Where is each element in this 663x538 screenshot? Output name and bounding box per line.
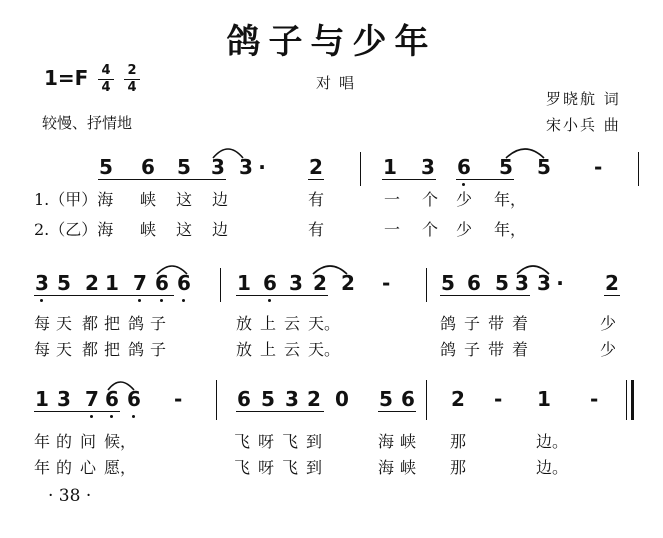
lyric-syllable: 那 — [450, 458, 467, 477]
low-octave-dot — [110, 415, 113, 418]
sustain-dash: - — [590, 387, 599, 411]
note: 6 — [457, 155, 471, 179]
lyric-syllable: 云 — [284, 314, 301, 333]
note: 6 — [105, 387, 119, 411]
note: 6 — [177, 271, 191, 295]
eighth-beam — [440, 295, 530, 296]
note: 6 — [237, 387, 251, 411]
lyric-syllable: 飞 — [282, 432, 299, 451]
lyric-syllable: 呀 — [258, 432, 275, 451]
lyric-syllable: 一 — [384, 190, 401, 209]
note: 2 — [313, 271, 327, 295]
lyric-syllable: 峡 — [140, 190, 157, 209]
note: 2 — [85, 271, 99, 295]
lyric-syllable: 子 — [464, 314, 481, 333]
lyric-syllable: 子 — [464, 340, 481, 359]
lyric-syllable: 候， — [104, 432, 137, 451]
lyric-syllable: 飞 — [282, 458, 299, 477]
lyric-syllable: 把 — [104, 314, 121, 333]
lyric-syllable: 个 — [422, 190, 439, 209]
note: 6 — [155, 271, 169, 295]
lyric-syllable: 飞 — [234, 432, 251, 451]
lyric-syllable: 天 — [56, 340, 73, 359]
lyric-syllable: 这 — [176, 190, 193, 209]
lyric-syllable: 海 — [378, 432, 395, 451]
lyric-syllable: 峡 — [400, 432, 417, 451]
bar-line — [220, 268, 221, 302]
eighth-beam — [378, 411, 416, 412]
lyric-syllable: 着 — [512, 314, 529, 333]
note: 2 — [309, 155, 323, 179]
note: 6 — [127, 387, 141, 411]
low-octave-dot — [182, 299, 185, 302]
sustain-dash: - — [594, 155, 603, 179]
lyric-syllable: 少 — [600, 314, 617, 333]
lyric-syllable: 把 — [104, 340, 121, 359]
bar-line — [216, 380, 217, 420]
lyric-syllable: 鸽 — [128, 314, 145, 333]
lyric-syllable: 峡 — [400, 458, 417, 477]
eighth-beam — [98, 179, 226, 180]
lyric-syllable: 天。 — [308, 340, 341, 359]
lyric-syllable: 着 — [512, 340, 529, 359]
sustain-dash: - — [494, 387, 503, 411]
final-bar-thin — [626, 380, 627, 420]
lyric-syllable: 愿， — [104, 458, 137, 477]
note: 1 — [35, 387, 49, 411]
lyric-syllable: 有 — [308, 190, 325, 209]
note: 5 — [537, 155, 551, 179]
performance-style: 对唱 — [316, 74, 363, 92]
note: 6 — [141, 155, 155, 179]
lyric-syllable: 每 — [34, 314, 51, 333]
lyric-syllable: 子 — [150, 340, 167, 359]
lyric-syllable: 有 — [308, 220, 325, 239]
eighth-beam — [456, 179, 514, 180]
lyricist-credit: 罗晓航 词 — [546, 90, 621, 108]
lyric-syllable: 边。 — [536, 458, 569, 477]
eighth-beam — [382, 179, 436, 180]
eighth-beam — [308, 179, 324, 180]
lyric-syllable: 都 — [82, 340, 99, 359]
lyric-syllable: 天 — [56, 314, 73, 333]
time-signature-4-4: 4 4 — [98, 64, 114, 95]
note: 7 — [85, 387, 99, 411]
lyric-syllable: 上 — [260, 340, 277, 359]
lyric-syllable: 一 — [384, 220, 401, 239]
lyric-syllable: 心 — [80, 458, 97, 477]
note: 1 — [537, 387, 551, 411]
note: 5 — [261, 387, 275, 411]
lyric-syllable: 上 — [260, 314, 277, 333]
key-signature: 1=F — [44, 66, 89, 90]
lyric-syllable: 年 — [34, 458, 51, 477]
note: 3 — [57, 387, 71, 411]
lyric-syllable: 边 — [212, 190, 229, 209]
lyric-syllable: 2.（乙）海 — [34, 220, 114, 239]
low-octave-dot — [160, 299, 163, 302]
note: 5 — [379, 387, 393, 411]
note: 3 — [515, 271, 529, 295]
lyric-syllable: 带 — [488, 340, 505, 359]
bar-line — [426, 380, 427, 420]
lyric-syllable: 呀 — [258, 458, 275, 477]
lyric-syllable: 年 — [34, 432, 51, 451]
lyric-syllable: 每 — [34, 340, 51, 359]
bar-line — [638, 152, 639, 186]
lyric-syllable: 年， — [494, 220, 527, 239]
lyric-syllable: 峡 — [140, 220, 157, 239]
note: 2 — [341, 271, 355, 295]
lyric-syllable: 到 — [306, 458, 323, 477]
final-bar-thick — [631, 380, 634, 420]
lyric-syllable: 的 — [56, 432, 73, 451]
lyric-syllable: 飞 — [234, 458, 251, 477]
note: 3 — [285, 387, 299, 411]
lyric-syllable: 问 — [80, 432, 97, 451]
note: 3 — [289, 271, 303, 295]
note: 3 — [239, 155, 253, 179]
note: 5 — [57, 271, 71, 295]
note: 3 — [421, 155, 435, 179]
page-number: · 38 · — [48, 486, 92, 506]
lyric-syllable: 都 — [82, 314, 99, 333]
augmentation-dot: · — [556, 271, 564, 295]
note: 5 — [99, 155, 113, 179]
lyric-syllable: 少 — [600, 340, 617, 359]
augmentation-dot: · — [258, 155, 266, 179]
low-octave-dot — [90, 415, 93, 418]
tempo-marking: 较慢、抒情地 — [42, 114, 133, 132]
low-octave-dot — [138, 299, 141, 302]
note: 0 — [335, 387, 349, 411]
lyric-syllable: 个 — [422, 220, 439, 239]
eighth-beam — [34, 295, 174, 296]
note: 5 — [495, 271, 509, 295]
time-signature-2-4: 2 4 — [124, 64, 140, 95]
lyric-syllable: 海 — [378, 458, 395, 477]
lyric-syllable: 的 — [56, 458, 73, 477]
note: 2 — [451, 387, 465, 411]
bar-line — [426, 268, 427, 302]
note: 3 — [35, 271, 49, 295]
sustain-dash: - — [174, 387, 183, 411]
note: 2 — [605, 271, 619, 295]
note: 3 — [211, 155, 225, 179]
lyric-syllable: 鸽 — [128, 340, 145, 359]
lyric-syllable: 1.（甲）海 — [34, 190, 114, 209]
note: 1 — [383, 155, 397, 179]
lyric-syllable: 边。 — [536, 432, 569, 451]
lyric-syllable: 年， — [494, 190, 527, 209]
eighth-beam — [604, 295, 620, 296]
lyric-syllable: 那 — [450, 432, 467, 451]
composer-credit: 宋小兵 曲 — [546, 116, 621, 134]
note: 1 — [237, 271, 251, 295]
note: 3 — [537, 271, 551, 295]
lyric-syllable: 鸽 — [440, 314, 457, 333]
low-octave-dot — [132, 415, 135, 418]
low-octave-dot — [268, 299, 271, 302]
low-octave-dot — [462, 183, 465, 186]
lyric-syllable: 子 — [150, 314, 167, 333]
note: 6 — [467, 271, 481, 295]
bar-line — [360, 152, 361, 186]
lyric-syllable: 边 — [212, 220, 229, 239]
note: 7 — [133, 271, 147, 295]
note: 5 — [441, 271, 455, 295]
lyric-syllable: 天。 — [308, 314, 341, 333]
note: 5 — [499, 155, 513, 179]
note: 5 — [177, 155, 191, 179]
eighth-beam — [236, 295, 328, 296]
lyric-syllable: 少 — [456, 220, 473, 239]
low-octave-dot — [40, 299, 43, 302]
lyric-syllable: 带 — [488, 314, 505, 333]
song-title: 鸽子与少年 — [226, 22, 437, 62]
lyric-syllable: 到 — [306, 432, 323, 451]
note: 1 — [105, 271, 119, 295]
note: 2 — [307, 387, 321, 411]
lyric-syllable: 少 — [456, 190, 473, 209]
lyric-syllable: 放 — [236, 314, 253, 333]
eighth-beam — [236, 411, 324, 412]
lyric-syllable: 放 — [236, 340, 253, 359]
lyric-syllable: 这 — [176, 220, 193, 239]
lyric-syllable: 鸽 — [440, 340, 457, 359]
note: 6 — [263, 271, 277, 295]
lyric-syllable: 云 — [284, 340, 301, 359]
sustain-dash: - — [382, 271, 391, 295]
eighth-beam — [34, 411, 120, 412]
note: 6 — [401, 387, 415, 411]
